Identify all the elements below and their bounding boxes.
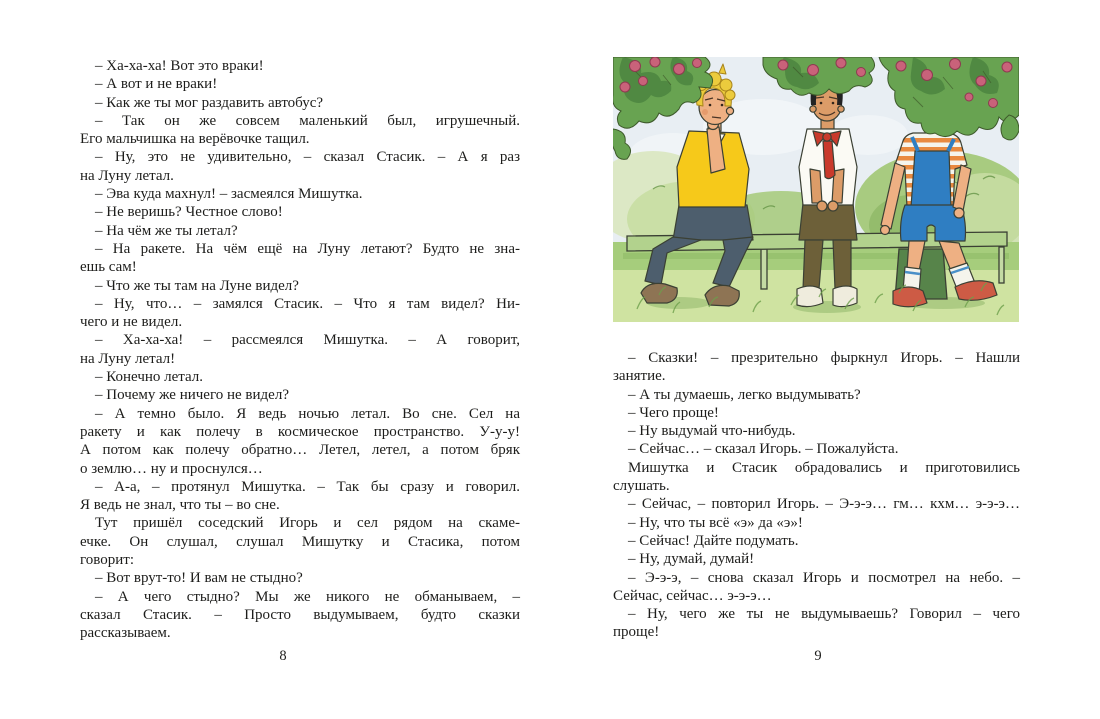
text-line: – Не веришь? Честное слово! [95,204,283,221]
text-line: Его мальчишка на верёвочке тащил. [80,131,310,148]
right-page-number: 9 [814,648,822,664]
text-line: Я ведь не знал, что ты – во сне. [80,497,280,514]
text-line: чего и не видел. [80,314,183,331]
text-line: А потом как полечу обратно… Летел, летел, а потом бряк [80,442,520,459]
text-line: – Сейчас… – сказал Игорь. – Пожалуйста. [628,441,899,458]
text-line: на Луну летал! [80,350,176,367]
text-line: проще! [613,624,660,641]
text-line: – Что же ты там на Луне видел? [95,277,299,294]
left-page-text-column [80,57,520,643]
text-line: – Сказки! – презрительно фыркнул Игорь. – Нашли [628,350,1020,366]
text-line: – Ну выдумай что-нибудь. [628,423,796,440]
text-line: – Так он же совсем маленький был, игрушечный. [95,112,520,129]
right-page-text-column [613,349,1020,642]
text-line: – А-а, – протянул Мишутка. – Так бы сразу и говорил. [95,478,520,495]
text-line: о землю… ну и проснулся… [80,460,263,477]
text-line: на Луну летал. [80,167,174,184]
text-line: – Вот врут-то! И вам не стыдно? [95,570,303,587]
left-page-number: 8 [279,648,287,664]
text-line: – Ха-ха-ха! – рассмеялся Мишутка. – А говорит, [95,332,520,349]
text-line: Мишутка и Стасик обрадовались и приготовились [628,459,1020,476]
text-line: Тут пришёл соседский Игорь и сел рядом на скаме- [95,515,520,532]
text-line: – Эва куда махнул! – засмеялся Мишутка. [95,186,363,203]
text-line: ечке. Он слушал, слушал Мишутку и Стасика, потом [80,533,520,550]
text-line: сказал Стасик. – Просто выдумываем, будто сказки [80,606,520,623]
text-line: – Ну, чего же ты не выдумываешь? Говорил – чего [628,606,1020,623]
text-line: Сейчас, сейчас… э-э-э… [613,587,772,604]
text-line: рассказываем. [80,625,171,642]
text-line: – Конечно летал. [95,369,204,386]
text-line: – Сейчас! Дайте подумать. [628,532,799,549]
book-illustration [613,57,1019,322]
overalls-bib [911,151,951,207]
text-line: ешь сам! [80,259,137,276]
text-line: слушать. [613,478,670,495]
text-line: – Чего проще! [628,404,719,421]
text-line: – Как же ты мог раздавить автобус? [95,94,324,111]
text-line: – На чём же ты летал? [95,222,238,239]
text-line: – Сейчас, – повторил Игорь. – Э-э-э… гм… кхм… э-э-э… [628,496,1020,513]
text-line: занятие. [613,368,666,385]
text-line: – А темно было. Я ведь ночью летал. Во сне. Сел на [95,405,520,422]
text-line: – А ты думаешь, легко выдумывать? [628,386,861,403]
text-line: – Ну, это не удивительно, – сказал Стасик. – А я раз [95,149,520,166]
text-line: – Э-э-э, – снова сказал Игорь и посмотрел на небо. – [628,569,1020,586]
text-line: говорит: [80,552,135,569]
text-line: – Почему же ничего не видел? [95,387,289,404]
text-line: – Ну, думай, думай! [628,551,755,568]
text-line: – А чего стыдно? Мы же никого не обманываем, – [95,588,520,605]
text-line: – Ха-ха-ха! Вот это враки! [95,58,264,74]
text-line: – А вот и не враки! [95,76,218,93]
text-line: ракету и как полечу в космическое пространство. У-у-у! [80,423,520,440]
text-line: – Ну, что… – замялся Стасик. – Что я там видел? Ни- [95,295,520,312]
text-line: – Ну, что ты всё «э» да «э»! [628,514,803,531]
text-line: – На ракете. На чём ещё на Луну летают? Будто не зна- [95,240,520,257]
red-shoe [893,287,927,307]
